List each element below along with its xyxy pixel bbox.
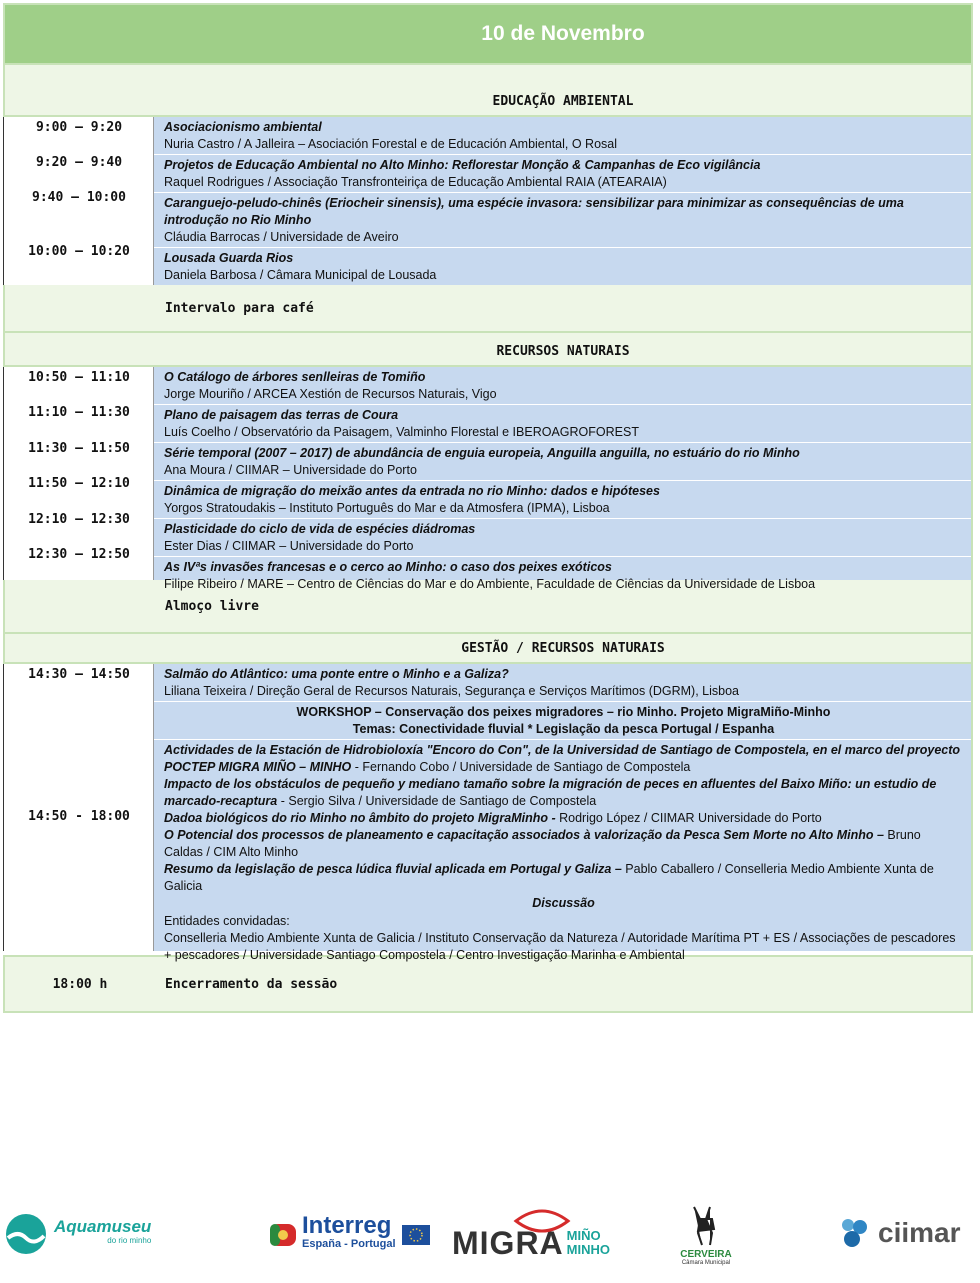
aquamuseu-wordmark: Aquamuseu xyxy=(54,1217,152,1236)
workshop-themes: Temas: Conectividade fluvial * Legislação da pesca Portugal / Espanha xyxy=(352,722,775,736)
workshop-item-author: - Fernando Cobo / Universidade de Santiago de Compostela xyxy=(351,760,691,774)
workshop-title: WORKSHOP – Conservação dos peixes migradores – rio Minho. Projeto MigraMiño-Minho xyxy=(296,705,831,719)
talk-time: 10:00 – 10:20 xyxy=(28,244,130,259)
talk-title: Projetos de Educação Ambiental no Alto Minho: Reflorestar Monção & Campanhas de Eco vigilância xyxy=(164,158,761,172)
deer-icon xyxy=(684,1199,728,1249)
ciimar-logo xyxy=(838,1215,961,1251)
section-heading: EDUCAÇÃO AMBIENTAL xyxy=(492,94,634,109)
talk-author: Yorgos Stratoudakis – Instituto Português do Mar e da Atmosfera (IPMA), Lisboa xyxy=(164,501,610,515)
talk-title: Salmão do Atlântico: uma ponte entre o Minho e a Galiza? xyxy=(164,667,509,681)
day-title-bar xyxy=(3,3,973,65)
ciimar-wordmark: ciimar xyxy=(878,1217,961,1248)
section-heading: RECURSOS NATURAIS xyxy=(496,344,630,359)
workshop-items xyxy=(154,740,971,965)
talk-item xyxy=(154,519,971,557)
talk-time: 9:20 – 9:40 xyxy=(35,155,123,170)
talk-item xyxy=(154,155,971,193)
talk-author: Ester Dias / CIIMAR – Universidade do Porto xyxy=(164,539,414,553)
talk-item xyxy=(154,117,971,155)
interreg-wordmark: Interreg xyxy=(302,1212,392,1239)
talk-title: Caranguejo-peludo-chinês (Eriocheir sinensis), uma espécie invasora: sensibilizar para minimizar as consequências de uma introdução no Rio Minho xyxy=(164,196,904,227)
talk-item xyxy=(154,367,971,405)
section-heading-row xyxy=(3,65,973,117)
talk-time: 12:30 – 12:50 xyxy=(28,547,130,562)
session-block xyxy=(3,117,973,285)
sponsor-logos xyxy=(0,1195,980,1283)
workshop-item xyxy=(164,810,963,827)
cerveira-sub: Câmara Municipal xyxy=(681,1260,731,1266)
break-row xyxy=(3,285,973,333)
talk-list xyxy=(154,117,971,285)
fish-icon xyxy=(512,1205,572,1237)
interreg-sub: España - Portugal xyxy=(302,1238,396,1250)
section-heading: GESTÃO / RECURSOS NATURAIS xyxy=(461,641,665,656)
talk-author: Filipe Ribeiro / MARE – Centro de Ciências do Mar e do Ambiente, Faculdade de Ciências da Universidade de Lisboa xyxy=(164,577,816,591)
talk-item xyxy=(154,248,971,285)
talk-author: Cláudia Barrocas / Universidade de Aveiro xyxy=(164,230,399,244)
talk-author: Nuria Castro / A Jalleira – Asociación Forestal e de Educación Ambiental, O Rosal xyxy=(164,137,618,151)
session-block xyxy=(3,367,973,591)
guests-label: Entidades convidadas: xyxy=(164,914,290,928)
talk-title: Asociacionismo ambiental xyxy=(164,120,322,134)
workshop-item-author: Rodrigo López / CIIMAR Universidade do Porto xyxy=(555,811,822,825)
talk-title: Plasticidade do ciclo de vida de espécies diádromas xyxy=(164,522,476,536)
talk-list xyxy=(154,664,971,962)
ciimar-icon xyxy=(838,1215,874,1251)
talk-item xyxy=(154,193,971,248)
eu-flag-icon xyxy=(402,1225,430,1245)
workshop-item-title: Resumo da legislação de pesca lúdica fluvial aplicada em Portugal y Galiza – xyxy=(164,862,622,876)
discussion-label: Discussão xyxy=(532,896,595,910)
talk-author: Raquel Rodrigues / Associação Transfronteiriça de Educação Ambiental RAIA (ATEARAIA) xyxy=(164,175,667,189)
migra-sub-minho: MINHO xyxy=(566,1241,610,1257)
talk-time: 14:30 – 14:50 xyxy=(28,667,130,682)
workshop-item-title: Actividades de la Estación de Hidrobioloxía "Encoro do Con", de la Universidad de Santiago de Compostela, en el marco del proyecto POCTEP MIGRA MIÑO – MINHO xyxy=(164,743,961,774)
section-heading-row xyxy=(3,634,973,664)
talk-time: 10:50 – 11:10 xyxy=(28,370,130,385)
guests-list: Conselleria Medio Ambiente Xunta de Galicia / Instituto Conservação da Natureza / Autoridade Marítima PT + ES / Associações de pescadores + pescadores / Universidade Santiago Compostela / Centro Investigação Marinha e Ambiental xyxy=(164,931,956,962)
break-label: Intervalo para café xyxy=(165,300,314,316)
talk-list xyxy=(154,367,971,591)
talk-time: 9:40 – 10:00 xyxy=(32,190,126,205)
time-column xyxy=(4,117,154,285)
workshop-item-title: Dadoa biológicos do rio Minho no âmbito do projeto MigraMinho - xyxy=(164,811,556,825)
program-page xyxy=(3,3,973,1013)
talk-author: Luís Coelho / Observatório da Paisagem, Valminho Florestal e IBEROAGROFOREST xyxy=(164,425,639,439)
talk-item xyxy=(154,405,971,443)
aquamuseu-logo xyxy=(4,1209,151,1259)
session-block xyxy=(3,664,973,962)
break-label: Almoço livre xyxy=(165,598,259,614)
interreg-logo xyxy=(268,1212,430,1253)
aquamuseu-sub: do rio minho xyxy=(107,1236,152,1245)
talk-time: 14:50 - 18:00 xyxy=(28,809,130,824)
talk-title: As IVªs invasões francesas e o cerco ao Minho: o caso dos peixes exóticos xyxy=(164,560,612,574)
talk-time: 12:10 – 12:30 xyxy=(28,512,130,527)
cerveira-wordmark: CERVEIRA xyxy=(680,1249,732,1260)
talk-author: Liliana Teixeira / Direção Geral de Recursos Naturais, Segurança e Serviços Marítimos (DGRM), Lisboa xyxy=(164,684,739,698)
workshop-item-author: - Sergio Silva / Universidade de Santiago de Compostela xyxy=(277,794,597,808)
talk-title: Plano de paisagem das terras de Coura xyxy=(164,408,399,422)
talk-author: Daniela Barbosa / Câmara Municipal de Lousada xyxy=(164,268,437,282)
talk-time: 9:00 – 9:20 xyxy=(35,120,123,135)
workshop-item xyxy=(164,861,963,895)
workshop-item xyxy=(164,776,963,810)
talk-item xyxy=(154,664,971,702)
migra-sub-mino: MIÑO xyxy=(566,1227,601,1243)
talk-title: Série temporal (2007 – 2017) de abundância de enguia europeia, Anguilla anguilla, no estuário do rio Minho xyxy=(164,446,800,460)
migra-wordmark: MIGRA xyxy=(452,1225,564,1261)
workshop-block xyxy=(154,702,971,740)
closing-time: 18:00 h xyxy=(52,976,108,992)
workshop-item-author: Bruno Caldas / CIM Alto Minho xyxy=(164,828,921,859)
cerveira-logo xyxy=(680,1199,732,1266)
workshop-item xyxy=(164,827,963,861)
workshop-item xyxy=(164,742,963,776)
migra-logo xyxy=(452,1211,610,1262)
talk-title: Dinâmica de migração do meixão antes da entrada no rio Minho: dados e hipóteses xyxy=(164,484,660,498)
workshop-item-title: O Potencial dos processos de planeamento e capacitação associados à valorização da Pesca Sem Morte no Alto Minho – xyxy=(164,828,884,842)
talk-time: 11:10 – 11:30 xyxy=(28,405,130,420)
time-column xyxy=(4,367,154,580)
talk-title: Lousada Guarda Rios xyxy=(164,251,294,265)
talk-title: O Catálogo de árbores senlleiras de Tomiño xyxy=(164,370,426,384)
talk-time: 11:30 – 11:50 xyxy=(28,441,130,456)
workshop-item-author: Pablo Caballero / Conselleria Medio Ambiente Xunta de Galicia xyxy=(164,862,934,893)
closing-label: Encerramento da sessão xyxy=(165,976,338,992)
talk-item xyxy=(154,557,971,594)
talk-item xyxy=(154,481,971,519)
time-column xyxy=(4,664,154,951)
day-title: 10 de Novembro xyxy=(481,22,645,45)
talk-author: Jorge Mouriño / ARCEA Xestión de Recursos Naturais, Vigo xyxy=(164,387,497,401)
talk-item xyxy=(154,443,971,481)
aquamuseu-icon xyxy=(4,1212,48,1256)
workshop-item-title: Impacto de los obstáculos de pequeño y mediano tamaño sobre la migración de peces en afluentes del Baixo Miño: un estudio de marcado-recaptura xyxy=(164,777,937,808)
talk-author: Ana Moura / CIIMAR – Universidade do Porto xyxy=(164,463,417,477)
section-heading-row xyxy=(3,333,973,367)
flag-icon xyxy=(268,1220,298,1250)
talk-time: 11:50 – 12:10 xyxy=(28,476,130,491)
